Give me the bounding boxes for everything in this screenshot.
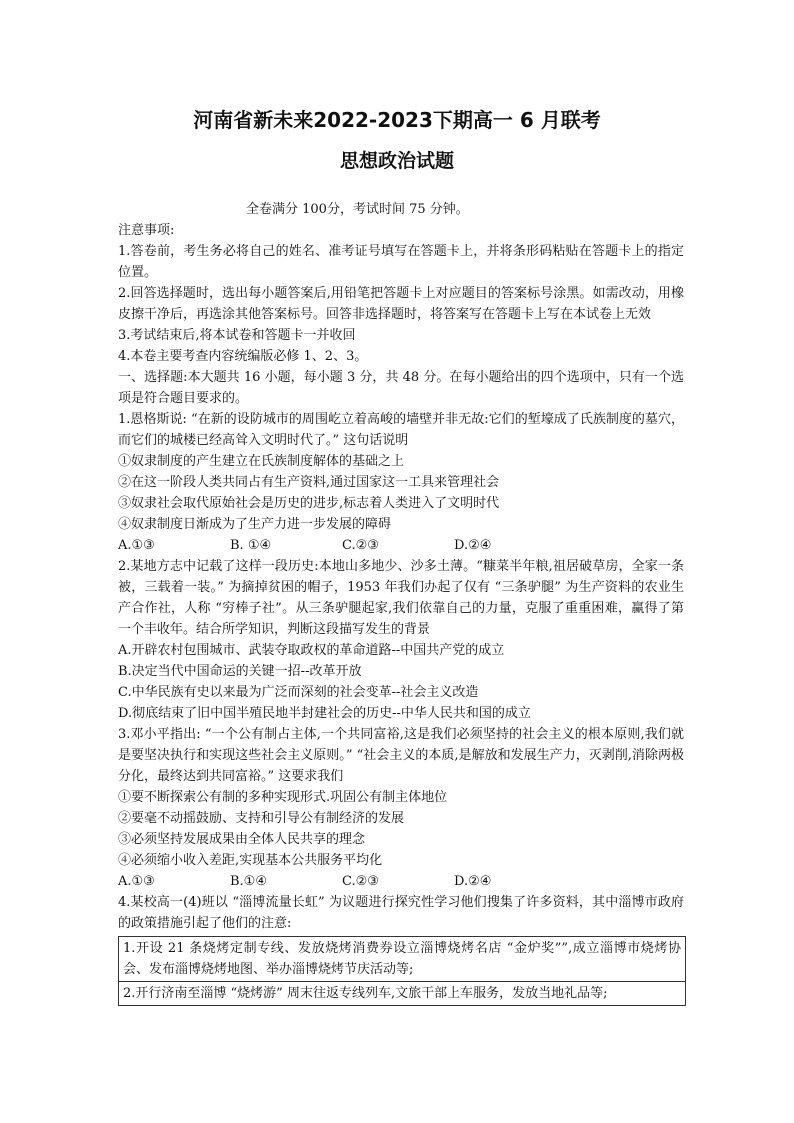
- material-table: [118, 936, 686, 1006]
- statement: ③奴隶社会取代原始社会是历史的进步,标志着人类进入了文明时代: [118, 496, 500, 511]
- notice-item: 1.答卷前，考生务必将自己的姓名、准考证号填写在答题卡上，并将条形码粘贴在答题卡上的指定位置。: [118, 244, 684, 280]
- statement: ④必须缩小收入差距,实现基本公共服务平均化: [118, 853, 383, 868]
- option-d: D.②④: [454, 874, 492, 889]
- notice-heading: 注意事项:: [118, 223, 175, 238]
- statement: ①奴隶制度的产生建立在氏族制度解体的基础之上: [118, 454, 405, 469]
- table-row: [119, 982, 686, 1006]
- statement: ④奴隶制度日渐成为了生产力进一步发展的障碍: [118, 517, 392, 532]
- subject-title: 思想政治试题: [339, 150, 454, 172]
- table-cell: 1.开设 21 条烧烤定制专线、发放烧烤消费券设立淄博烧烤名店 “金炉奖””,成立淄博市烧烤协会、发布淄博烧烤地图、举办淄博烧烤节庆活动等;: [119, 937, 686, 982]
- notice-item: 2.回答选择题时，选出每小题答案后,用铅笔把答题卡上对应题目的答案标号涂黑。如需改动，用橡皮擦干净后，再选涂其他答案标号。回答非选择题时，将答案写在答题卡上写在本试卷上无效: [118, 286, 684, 322]
- notice-item: 3.考试结束后,将本试卷和答题卡一并收回: [118, 328, 356, 343]
- exam-title: 河南省新未来2022-2023下期高一 6 月联考: [193, 108, 601, 132]
- statement: ①要不断探索公有制的多种实现形式.巩固公有制主体地位: [118, 790, 448, 805]
- option-b: B. ①④: [230, 538, 272, 553]
- table-row: [119, 937, 686, 982]
- question-3-options: [118, 871, 684, 892]
- notice-item: 4.本卷主要考查内容统编版必修 1、2、3。: [118, 349, 368, 364]
- exam-info: 全卷满分 100分，考试时间 75 分钟。: [246, 202, 469, 217]
- exam-content: [118, 199, 684, 1006]
- choice-a: A.开辟农村包围城市、武装夺取政权的革命道路--中国共产党的成立: [118, 643, 505, 658]
- statement: ②在这一阶段人类共同占有生产资料,通过国家这一工具来管理社会: [118, 475, 500, 490]
- statement: ③必须坚持发展成果由全体人民共享的理念: [118, 832, 366, 847]
- section-intro: 一、选择题:本大题共 16 小题，每小题 3 分，共 48 分。在每小题给出的四个选项中，只有一个选项是符合题目要求的。: [118, 370, 684, 406]
- question-4-stem: 4.某校高一(4)班以 “淄博流量长虹” 为议题进行探究性学习他们搜集了许多资料，其中淄博市政府的政策措施引起了他们的注意:: [118, 895, 684, 931]
- option-c: C.②③: [342, 874, 379, 889]
- question-1-options: [118, 535, 684, 556]
- choice-b: B.决定当代中国命运的关键一招--改革开放: [118, 664, 362, 679]
- option-d: D.②④: [454, 538, 492, 553]
- question-2-stem: 2.某地方志中记载了这样一段历史:本地山多地少、沙多土薄。“糠菜半年粮,祖居破草房，全家一条被，三载着一装。” 为摘掉贫困的帽子，1953 年我们办起了仅有 “三条驴腿” 为生产资料的农业生产合作社，人称 “穷棒子社”。从三条驴腿起家,我们依靠自己的力量，克服了重重困难，赢得了第一个丰收年。结合所学知识，判断这段描写发生的背景: [118, 559, 684, 637]
- option-c: C.②③: [342, 538, 379, 553]
- question-1-stem: 1.恩格斯说: “在新的设防城市的周围屹立着高峻的墙壁并非无故:它们的堑壕成了氏族制度的墓穴，而它们的城楼已经高耸入文明时代了。” 这句话说明: [118, 412, 684, 448]
- option-b: B.①④: [230, 874, 267, 889]
- choice-c: C.中华民族有史以来最为广泛而深刻的社会变革--社会主义改造: [118, 685, 479, 700]
- option-a: A.①③: [118, 874, 155, 889]
- table-cell: 2.开行济南至淄博 “烧烤游” 周末往返专线列车,文旅干部上车服务，发放当地礼品等;: [119, 982, 686, 1006]
- question-3-stem: 3.邓小平指出: “一个公有制占主体,一个共同富裕,这是我们必须坚持的社会主义的根本原则,我们就是要坚决执行和实现这些社会主义原则。” “社会主义的本质,是解放和发展生产力，灭剥削,消除两极分化，最终达到共同富裕。” 这要求我们: [118, 727, 684, 784]
- option-a: A.①③: [118, 538, 155, 553]
- choice-d: D.彻底结束了旧中国半殖民地半封建社会的历史--中华人民共和国的成立: [118, 706, 531, 721]
- statement: ②要毫不动摇鼓励、支持和引导公有制经济的发展: [118, 811, 405, 826]
